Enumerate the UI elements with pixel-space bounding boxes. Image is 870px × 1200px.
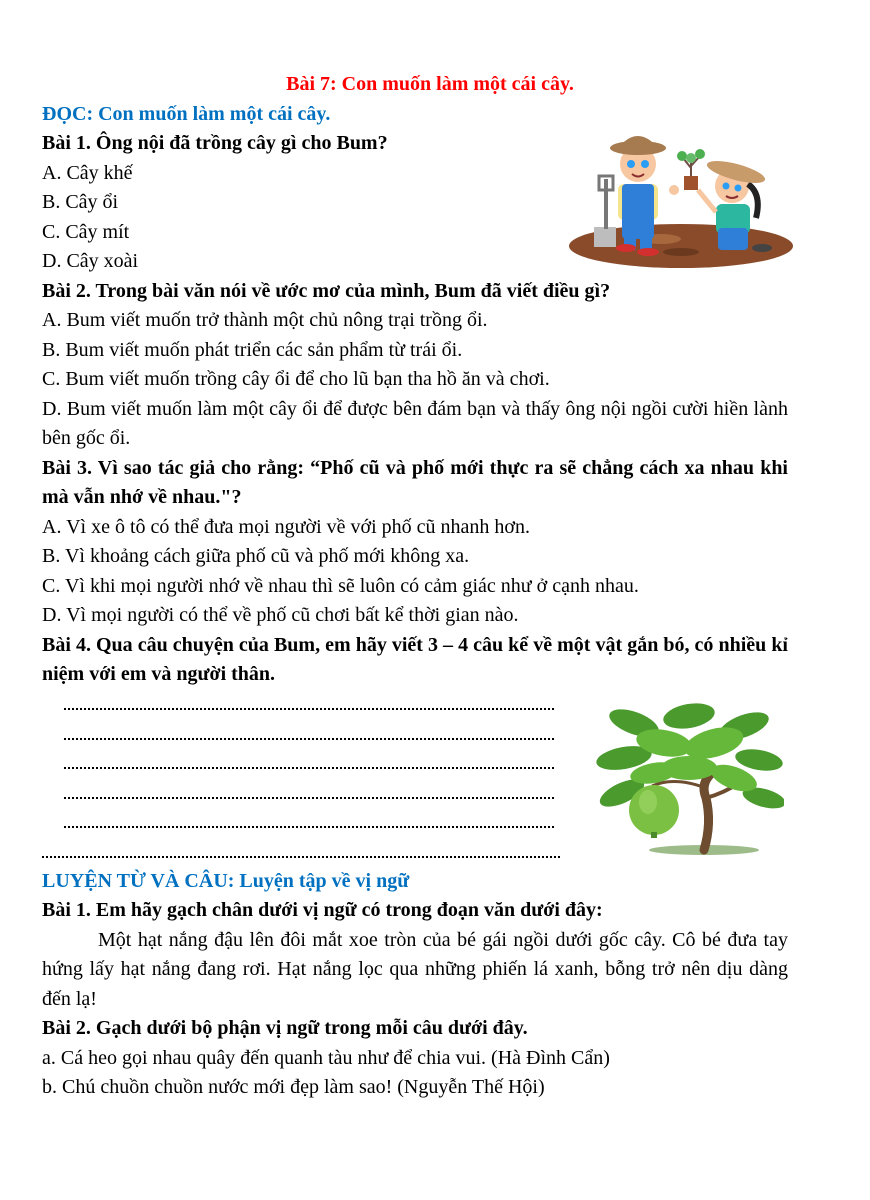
grammar-q2-item-b: b. Chú chuồn chuồn nước mới đẹp làm sao! (Nguyễn Thế Hội)	[42, 1076, 545, 1098]
grammar-q2-item-a: a. Cá heo gọi nhau quây đến quanh tàu như để chia vui. (Hà Đình Cẩn)	[42, 1046, 610, 1069]
reading-heading: ĐỌC: Con muốn làm một cái cây.	[42, 102, 331, 125]
grammar-q1-question: Bài 1. Em hãy gạch chân dưới vị ngữ có trong đoạn văn dưới đây:	[42, 899, 603, 921]
q1-option-b: B. Cây ổi	[42, 191, 119, 213]
q3-option-b: B. Vì khoảng cách giữa phố cũ và phố mới không xa.	[42, 545, 470, 567]
page-title: Bài 7: Con muốn làm một cái cây.	[286, 73, 574, 95]
q2-question: Bài 2. Trong bài văn nói về ước mơ của mình, Bum đã viết điều gì?	[42, 279, 611, 302]
q2-option-a: A. Bum viết muốn trở thành một chủ nông trại trồng ổi.	[42, 309, 488, 331]
q3-option-d: D. Vì mọi người có thể về phố cũ chơi bất kể thời gian nào.	[42, 604, 519, 626]
q3-option-c: C. Vì khi mọi người nhớ về nhau thì sẽ luôn có cảm giác như ở cạnh nhau.	[42, 574, 639, 597]
children-planting-illustration	[566, 124, 796, 274]
q2-option-c: C. Bum viết muốn trồng cây ổi để cho lũ bạn tha hồ ăn và chơi.	[42, 368, 550, 390]
q3-option-a: A. Vì xe ô tô có thể đưa mọi người về với phố cũ nhanh hơn.	[42, 515, 530, 538]
q2-option-b: B. Bum viết muốn phát triển các sản phẩm từ trái ổi.	[42, 338, 463, 361]
q3-question: Bài 3. Vì sao tác giả cho rằng: “Phố cũ và phố mới thực ra sẽ chẳng cách xa nhau khi mà vẫn nhớ về nhau."?	[42, 456, 788, 508]
grammar-q1-passage: Một hạt nắng đậu lên đôi mắt xoe tròn của bé gái ngồi dưới gốc cây. Cô bé đưa tay hứng lấy hạt nắng đang rơi. Hạt nắng lọc qua những phiến lá xanh, bỗng trở nên dịu dàng đến lạ!	[42, 928, 788, 1010]
grammar-q2-question: Bài 2. Gạch dưới bộ phận vị ngữ trong mỗi câu dưới đây.	[42, 1017, 528, 1039]
q2-option-d: D. Bum viết muốn làm một cây ổi để được bên đám bạn và thấy ông nội ngồi cười hiền lành bên gốc ổi.	[42, 397, 788, 449]
q1-option-c: C. Cây mít	[42, 220, 130, 243]
q1-option-a: A. Cây khế	[42, 161, 133, 184]
guava-tree-illustration	[594, 698, 784, 858]
q1-option-d: D. Cây xoài	[42, 250, 139, 272]
q1-question: Bài 1. Ông nội đã trồng cây gì cho Bum?	[42, 132, 388, 154]
q4-question: Bài 4. Qua câu chuyện của Bum, em hãy viết 3 – 4 câu kể về một vật gắn bó, có nhiều kỉ niệm với em và người thân.	[42, 633, 788, 685]
grammar-heading: LUYỆN TỪ VÀ CÂU: Luyện tập về vị ngữ	[42, 869, 410, 892]
